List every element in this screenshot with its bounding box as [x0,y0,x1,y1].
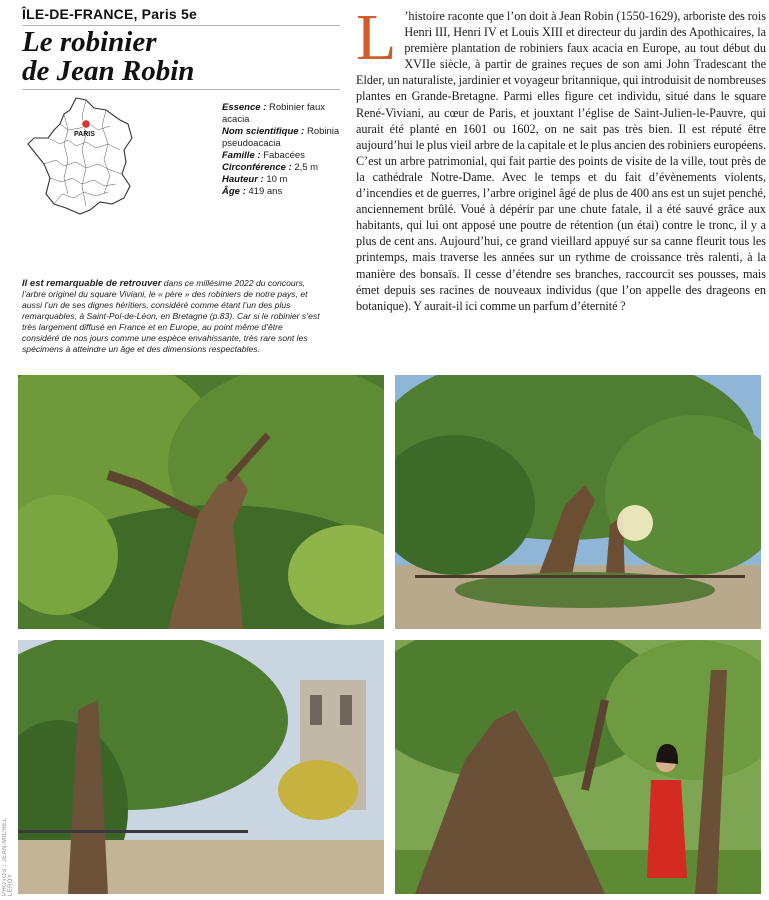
france-map-outline [24,94,138,220]
intro-paragraph [22,278,322,355]
fact-height: Hauteur : 10 m [222,174,288,185]
fact-scientific-name: Nom scientifique : Robinia pseudoacacia [222,126,340,149]
fact-essence: Essence : Robinier faux acacia [222,102,325,125]
photo-square-sunburst [395,375,761,629]
fact-age: Âge : 419 ans [222,186,283,197]
tree-facts [222,102,342,198]
title-rule [22,89,340,90]
photo-notre-dame [18,640,384,894]
article-title [22,28,194,86]
fact-family: Famille : Fabacées [222,150,305,161]
intro-lead: Il est remarquable de retrouver [22,278,162,289]
drop-cap: L [356,1,397,74]
title-line-1: Le robinier [22,26,157,58]
region-kicker: ÎLE-DE-FRANCE, Paris 5e [22,6,197,22]
photo-visitor [395,640,761,894]
france-map [24,94,138,220]
intro-text: dans ce millésime 2022 du concours, l’arbre originel du square Viviani, le « père » des robiniers de notre pays, et aussi l’un de ses dignes héritiers, considéré comme étant l’un des plus remarquables, à Saint-Pol-de-Léon, en Bretagne (p.83). Car si le robinier s’est très largement diffusé en France et en Europe, au point même d’être considéré de nos jours comme une espèce envahissante, très rare sont les spécimens à atteindre un âge et des dimensions respectables. [22,278,320,354]
title-line-2: de Jean Robin [22,55,195,87]
article-text: ’histoire raconte que l’on doit à Jean Robin (1550-1629), arboriste des rois Henri III, Henri IV et Louis XIII et directeur du jardin des Apothicaires, la première plantation de robiniers faux acacia en Europe, au tout début du XVIIe siècle, à partir de graines reçues de son ami John Tradescant the Elder, un naturaliste, jardinier et voyageur britannique, qui introduisit de nombreuses plantes en Grande-Bretagne. Parmi elles figure cet individu, situé dans le square René-Viviani, au cœur de Paris, et jouxtant l’église de Saint-Julien-le-Pauvre, qui aurait été planté en 1601 ou 1602, on ne sait pas très bien. Il est réputé être aujourd’hui le plus vieil arbre de la capitale et le plus ancien des robiniers européens. C’est un arbre patrimonial, qui fait partie des points de visite de la ville, tout près de la cathédrale Notre-Dame. Avec le temps et du fait d’évènements violents, d’incendies et de guerres, l’arbre originel âgé de plus de 400 ans est un sujet penché, anciennement brûlé. Voué à dépérir par une chute fatale, il a été sauvé grâce aux habitants, qui lui ont apposé une poutre de rétention (un étai) contre le tronc, il y a plus de cent ans. Aujourd’hui, ce grand vieillard appuyé sur sa canne fleurit tous les printemps, mais traverse les années sur un rythme de croissance très ralenti, à la manière des bonsaïs. Il cesse d’étendre ses branches, raccourcit ses pousses, mais émet depuis ses racines de nouveaux individus (que l’on appelle des drageons en botanique). Y aurait-il ici comme un parfum d’éternité ? [356,9,766,313]
article-body [356,1,766,314]
fact-circumference: Circonférence : 2,5 m [222,162,319,173]
photo-leaning-trunk [18,375,384,629]
photo-credit: PHOTOS : JEAN-MICHEL LEROY [2,817,14,896]
paris-label: PARIS [74,131,95,138]
